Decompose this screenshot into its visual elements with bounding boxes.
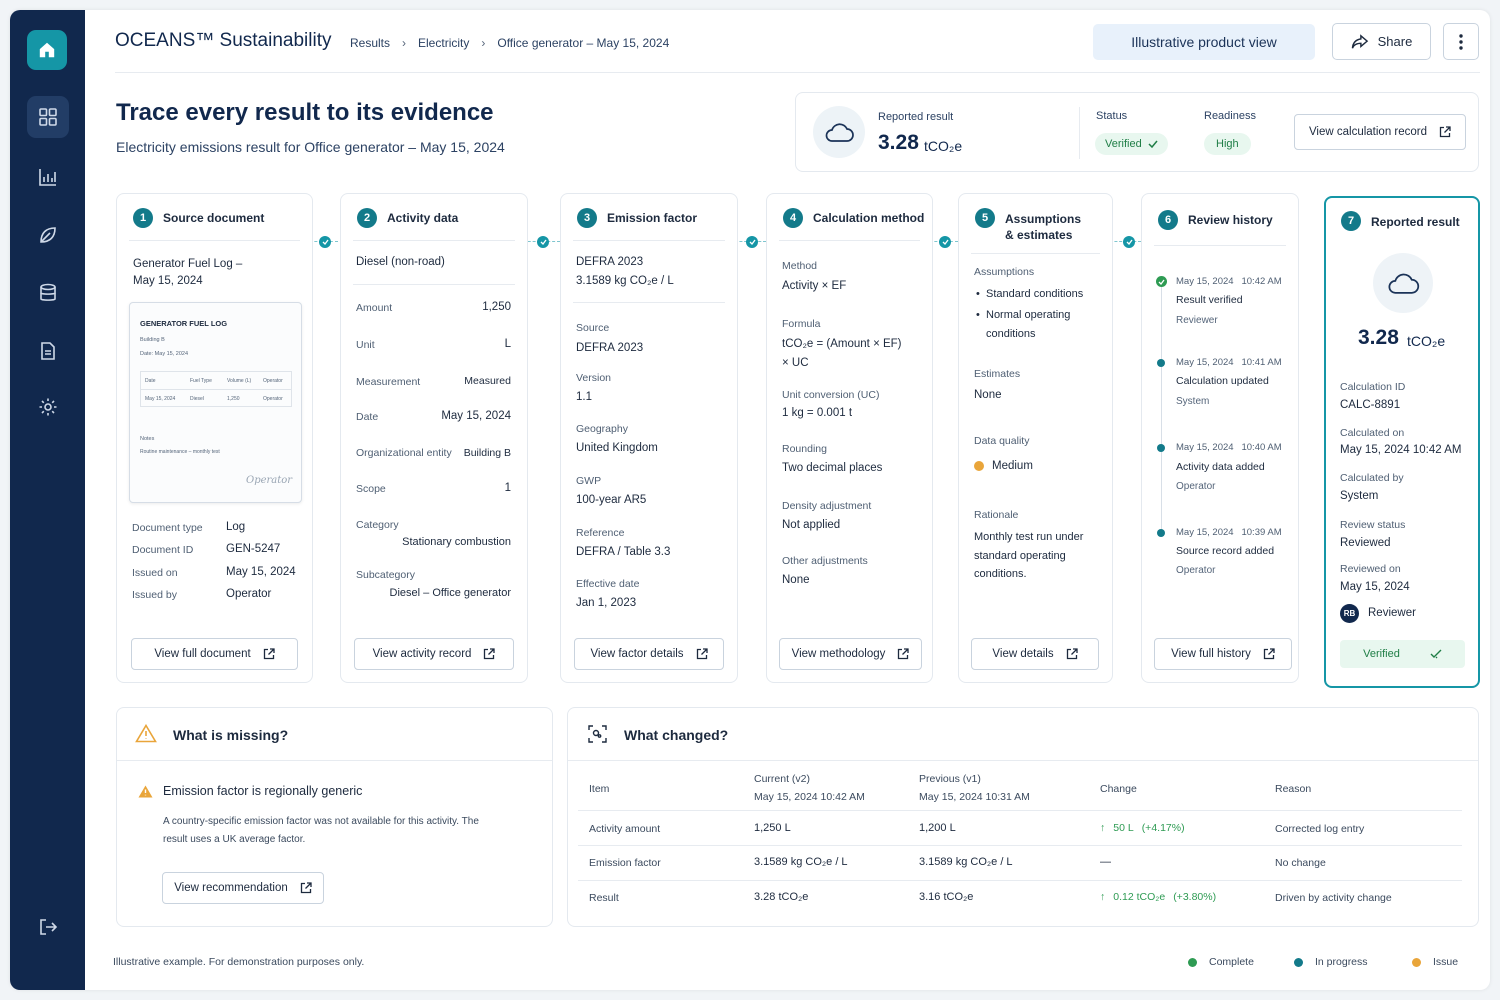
step-number: 6 xyxy=(1158,210,1178,230)
more-menu-button[interactable] xyxy=(1443,23,1479,60)
field-value: 1.1 xyxy=(576,391,592,403)
rationale-label: Rationale xyxy=(974,509,1019,521)
field-value: Activity × EF xyxy=(782,280,847,292)
reported-label: Reported result xyxy=(878,111,954,123)
assumptions-card xyxy=(958,193,1113,683)
panel-title: What changed? xyxy=(624,727,729,743)
step-number: 1 xyxy=(133,208,153,228)
card-divider xyxy=(971,253,1100,254)
field-label: Review status xyxy=(1340,519,1406,531)
nav-sustainability[interactable] xyxy=(27,214,69,256)
external-link-icon xyxy=(696,648,708,660)
external-link-icon xyxy=(1066,648,1078,660)
external-link-icon xyxy=(483,648,495,660)
preview-heading: GENERATOR FUEL LOG xyxy=(140,319,228,328)
change-item: Activity amount xyxy=(589,823,661,835)
field-label: Version xyxy=(576,372,612,384)
field-value: Measured xyxy=(464,375,511,387)
change-reason: No change xyxy=(1275,857,1326,869)
share-button[interactable] xyxy=(1332,23,1431,60)
factor-value: 3.1589 kg CO₂e / L xyxy=(576,275,674,287)
illustrative-badge: Illustrative product view xyxy=(1093,24,1315,60)
timeline-dot xyxy=(1157,529,1165,537)
breadcrumb-results[interactable]: Results xyxy=(350,36,391,50)
legend-in-progress xyxy=(1294,956,1368,968)
view-recommendation-button[interactable] xyxy=(162,872,324,904)
nav-logout[interactable] xyxy=(27,906,69,948)
button-label: View details xyxy=(992,648,1054,660)
field-label: Formula xyxy=(782,318,821,330)
col-header-previous-date: May 15, 2024 10:31 AM xyxy=(919,791,1030,803)
external-link-icon xyxy=(897,648,909,660)
status-text: Verified xyxy=(1105,138,1142,150)
change-reason: Driven by activity change xyxy=(1275,892,1392,904)
field-label: Measurement xyxy=(356,376,421,388)
missing-description: A country-specific emission factor was not available for this activity. The xyxy=(163,816,479,827)
missing-description: result uses a UK average factor. xyxy=(163,834,306,845)
field-value: tCO₂e = (Amount × EF) xyxy=(782,338,902,350)
field-label: GWP xyxy=(576,475,602,487)
sidebar xyxy=(10,10,85,990)
step-number: 5 xyxy=(975,208,995,228)
estimates-label: Estimates xyxy=(974,368,1021,380)
legend-issue xyxy=(1412,956,1458,968)
share-icon xyxy=(1351,34,1369,50)
preview-col: Operator xyxy=(263,378,283,384)
row-divider xyxy=(578,880,1462,881)
field-value: System xyxy=(1340,490,1379,502)
cloud-icon xyxy=(824,121,854,143)
legend-label: Issue xyxy=(1433,956,1459,968)
breadcrumb xyxy=(350,36,669,50)
timeline-dot xyxy=(1157,444,1165,452)
complete-dot xyxy=(1123,236,1135,248)
share-label: Share xyxy=(1377,34,1413,49)
nav-data[interactable] xyxy=(27,272,69,314)
bullet: • xyxy=(976,288,980,300)
review-history-card xyxy=(1141,193,1299,683)
home-icon xyxy=(38,41,56,59)
view-factor-details-button[interactable] xyxy=(574,638,724,670)
field-label: Unit xyxy=(356,339,375,351)
emission-factor-card xyxy=(560,193,738,683)
step-number: 2 xyxy=(357,208,377,228)
breadcrumb-separator: › xyxy=(402,36,407,50)
change-amount: 0.12 tCO₂e xyxy=(1113,891,1166,903)
external-link-icon xyxy=(263,648,275,660)
field-value: None xyxy=(782,574,810,586)
what-changed-panel xyxy=(567,707,1479,927)
field-value: DEFRA / Table 3.3 xyxy=(576,546,671,558)
card-title: Activity data xyxy=(387,211,459,225)
field-value: Reviewed xyxy=(1340,537,1391,549)
event-actor: Operator xyxy=(1176,565,1216,576)
change-value: — xyxy=(1100,856,1111,868)
view-full-history-button[interactable] xyxy=(1154,638,1292,670)
missing-item-title: Emission factor is regionally generic xyxy=(163,784,363,798)
document-name: Generator Fuel Log – May 15, 2024 xyxy=(133,258,243,287)
field-label: Method xyxy=(782,260,818,272)
col-header-current: Current (v2) xyxy=(754,773,811,785)
activity-data-card xyxy=(340,193,528,683)
complete-dot xyxy=(1188,958,1197,967)
change-reason: Corrected log entry xyxy=(1275,823,1365,835)
card-title: Source document xyxy=(163,211,265,225)
warning-icon xyxy=(135,724,157,743)
field-label: Source xyxy=(576,322,610,334)
legend-complete xyxy=(1188,956,1254,968)
card-divider xyxy=(573,240,725,241)
home-button[interactable] xyxy=(27,30,67,70)
preview-col: Volume (L) xyxy=(227,378,252,384)
field-label: Calculated on xyxy=(1340,427,1405,439)
field-value: × UC xyxy=(782,357,809,369)
leaf-icon xyxy=(38,225,58,245)
step-number: 7 xyxy=(1341,211,1361,231)
grid-icon xyxy=(38,107,58,127)
status-label: Status xyxy=(1096,110,1128,122)
panel-title: What is missing? xyxy=(173,727,289,743)
gear-icon xyxy=(38,397,58,417)
field-value: CALC-8891 xyxy=(1340,399,1401,411)
preview-cell: Operator xyxy=(263,396,283,402)
avatar: RB xyxy=(1340,604,1359,623)
quality-label: Data quality xyxy=(974,435,1030,447)
previous-value: 3.16 tCO₂e xyxy=(919,891,974,903)
field-value: 100-year AR5 xyxy=(576,494,647,506)
assumptions-label: Assumptions xyxy=(974,266,1035,278)
field-label: Other adjustments xyxy=(782,555,868,567)
event-title: Calculation updated xyxy=(1176,375,1269,387)
brand: OCEANS™ Sustainability xyxy=(115,30,332,51)
row-divider xyxy=(578,845,1462,846)
button-label: View factor details xyxy=(590,648,684,660)
reviewer-name: Reviewer xyxy=(1368,607,1416,619)
field-label: Document ID xyxy=(132,544,194,556)
field-value: United Kingdom xyxy=(576,442,658,454)
previous-value: 1,200 L xyxy=(919,822,956,834)
nav-reports[interactable] xyxy=(27,330,69,372)
field-label: Subcategory xyxy=(356,569,415,581)
timeline-dot xyxy=(1157,359,1165,367)
field-value: Diesel – Office generator xyxy=(389,587,511,599)
verified-label: Verified xyxy=(1363,648,1400,660)
change-value xyxy=(1100,822,1185,834)
field-label: Calculation ID xyxy=(1340,381,1406,393)
preview-line: Date: May 15, 2024 xyxy=(140,351,189,357)
change-amount: 50 L xyxy=(1113,822,1134,834)
event-time: May 15, 2024 10:40 AM xyxy=(1176,442,1282,453)
document-preview[interactable] xyxy=(129,302,302,503)
status-badge xyxy=(1095,133,1168,155)
preview-cell: 1,250 xyxy=(227,396,240,402)
view-full-document-button[interactable] xyxy=(131,638,298,670)
field-label: Unit conversion (UC) xyxy=(782,389,880,401)
button-label: View full history xyxy=(1171,648,1251,660)
event-actor: Operator xyxy=(1176,481,1216,492)
external-link-icon xyxy=(300,882,312,894)
source-document-card xyxy=(116,193,313,683)
field-label: Issued on xyxy=(132,567,178,579)
assumption-item: Standard conditions xyxy=(986,288,1084,300)
field-value: Operator xyxy=(226,588,272,600)
field-label: Geography xyxy=(576,423,628,435)
field-value: 1 kg = 0.001 t xyxy=(782,407,853,419)
verified-badge xyxy=(1340,640,1465,668)
step-number: 3 xyxy=(577,208,597,228)
field-label: Amount xyxy=(356,302,393,314)
field-value: DEFRA 2023 xyxy=(576,342,644,354)
reported-unit: tCO₂e xyxy=(924,138,963,154)
card-divider xyxy=(573,302,725,303)
field-label: Scope xyxy=(356,483,386,495)
step-number: 4 xyxy=(783,208,803,228)
field-value: 1 xyxy=(504,482,511,494)
preview-cell: May 15, 2024 xyxy=(145,396,176,402)
legend-label: In progress xyxy=(1315,956,1368,968)
field-value: GEN-5247 xyxy=(226,543,281,555)
document-icon xyxy=(38,341,58,361)
preview-cell: Diesel xyxy=(190,396,204,402)
field-value: Two decimal places xyxy=(782,462,883,474)
footer-note: Illustrative example. For demonstration purposes only. xyxy=(113,956,365,968)
activity-name: Diesel (non-road) xyxy=(356,256,445,268)
field-label: Effective date xyxy=(576,578,640,590)
timeline-line xyxy=(1161,282,1162,537)
warning-filled-icon xyxy=(138,785,153,798)
issue-dot xyxy=(1412,958,1421,967)
reported-result-card xyxy=(1324,196,1480,688)
summary-panel xyxy=(795,92,1479,172)
page-title: Trace every result to its evidence xyxy=(116,99,494,126)
view-details-button[interactable] xyxy=(971,638,1099,670)
change-item: Emission factor xyxy=(589,857,661,869)
button-label: View full document xyxy=(154,648,251,660)
card-title: Reported result xyxy=(1371,215,1460,229)
external-link-icon xyxy=(1263,648,1275,660)
field-value: Not applied xyxy=(782,519,841,531)
previous-value: 3.1589 kg CO₂e / L xyxy=(919,856,1013,868)
quality-value: Medium xyxy=(992,460,1033,472)
card-title: Assumptions xyxy=(1005,212,1082,226)
nav-analytics[interactable] xyxy=(27,156,69,198)
field-value: L xyxy=(504,338,511,350)
field-value: May 15, 2024 xyxy=(226,566,296,578)
change-item: Result xyxy=(589,892,619,904)
nav-settings[interactable] xyxy=(27,386,69,428)
card-divider xyxy=(779,240,920,241)
change-pct: (+3.80%) xyxy=(1173,891,1217,903)
nav-dashboard[interactable] xyxy=(27,96,69,138)
signature: Operator xyxy=(246,475,293,486)
col-header-item: Item xyxy=(589,783,610,795)
card-divider xyxy=(353,240,515,241)
field-label: Issued by xyxy=(132,589,177,601)
page-subtitle: Electricity emissions result for Office generator – May 15, 2024 xyxy=(116,139,505,155)
preview-line: Building B xyxy=(140,337,165,343)
rationale-line: standard operating xyxy=(974,550,1066,562)
preview-col: Fuel Type xyxy=(190,378,212,384)
readiness-badge: High xyxy=(1204,133,1251,155)
view-calculation-record-button[interactable] xyxy=(1294,114,1466,150)
field-value: Building B xyxy=(463,447,511,459)
preview-notes-label: Notes xyxy=(140,436,155,442)
breadcrumb-electricity[interactable]: Electricity xyxy=(418,36,470,50)
field-label: Document type xyxy=(132,522,203,534)
field-value: Log xyxy=(226,521,246,533)
more-vertical-icon xyxy=(1459,34,1463,50)
reported-value: 3.28 xyxy=(878,131,919,154)
assumption-item: Normal operating xyxy=(986,309,1071,321)
card-divider xyxy=(1154,245,1286,246)
quality-dot xyxy=(974,461,984,471)
change-pct: (+4.17%) xyxy=(1141,822,1185,834)
field-label: Calculated by xyxy=(1340,472,1404,484)
field-label: Reviewed on xyxy=(1340,563,1401,575)
event-title: Result verified xyxy=(1176,294,1243,306)
col-header-previous: Previous (v1) xyxy=(919,773,981,785)
result-value: 3.28 xyxy=(1358,326,1399,349)
event-title: Source record added xyxy=(1176,545,1275,557)
card-title-line2: & estimates xyxy=(1005,228,1073,242)
field-value: Jan 1, 2023 xyxy=(576,597,637,609)
card-title: Emission factor xyxy=(607,211,698,225)
field-label: Date xyxy=(356,411,379,423)
event-time: May 15, 2024 10:42 AM xyxy=(1176,276,1282,287)
current-value: 1,250 L xyxy=(754,822,791,834)
legend-label: Complete xyxy=(1209,956,1254,968)
field-label: Category xyxy=(356,519,399,531)
event-actor: Reviewer xyxy=(1176,315,1218,326)
cloud-icon xyxy=(1386,271,1420,295)
col-header-current-date: May 15, 2024 10:42 AM xyxy=(754,791,865,803)
up-arrow-icon: ↑ xyxy=(1100,822,1106,834)
cloud-badge xyxy=(1373,253,1433,313)
rationale-line: Monthly test run under xyxy=(974,531,1084,543)
database-icon xyxy=(38,283,58,303)
external-link-icon xyxy=(1439,126,1451,138)
in-progress-dot xyxy=(1294,958,1303,967)
field-label: Reference xyxy=(576,527,625,539)
row-divider xyxy=(578,810,1462,811)
panel-divider xyxy=(568,760,1478,761)
event-actor: System xyxy=(1176,396,1210,407)
col-header-reason: Reason xyxy=(1275,783,1312,795)
current-value: 3.1589 kg CO₂e / L xyxy=(754,856,848,868)
chart-icon xyxy=(38,167,58,187)
card-title: Calculation method xyxy=(813,211,925,225)
cloud-badge xyxy=(813,106,865,158)
field-label: Rounding xyxy=(782,443,827,455)
field-value: Stationary combustion xyxy=(402,536,511,548)
button-label: View activity record xyxy=(372,648,472,660)
field-value: May 15, 2024 xyxy=(441,410,511,422)
what-is-missing-panel xyxy=(116,707,553,927)
view-calculation-record-label: View calculation record xyxy=(1308,126,1428,138)
readiness-label: Readiness xyxy=(1204,110,1256,122)
summary-divider xyxy=(1079,107,1080,159)
double-check-icon xyxy=(1430,649,1442,659)
panel-divider xyxy=(117,760,552,761)
complete-dot xyxy=(939,236,951,248)
change-value xyxy=(1100,891,1216,903)
view-activity-record-button[interactable] xyxy=(354,638,514,670)
up-arrow-icon: ↑ xyxy=(1100,891,1106,903)
preview-table xyxy=(140,371,292,407)
factor-name: DEFRA 2023 xyxy=(576,256,644,268)
col-header-change: Change xyxy=(1100,783,1137,795)
estimates-value: None xyxy=(974,389,1002,401)
complete-dot xyxy=(537,236,549,248)
field-value: May 15, 2024 xyxy=(1340,581,1410,593)
breadcrumb-separator: › xyxy=(481,36,486,50)
check-icon xyxy=(1148,140,1158,148)
button-label: View recommendation xyxy=(174,882,288,894)
bullet: • xyxy=(976,309,980,321)
event-time: May 15, 2024 10:39 AM xyxy=(1176,527,1282,538)
event-title: Activity data added xyxy=(1176,461,1265,473)
field-label: Organizational entity xyxy=(356,447,452,459)
complete-dot xyxy=(746,236,758,248)
card-divider xyxy=(129,240,300,241)
field-label: Density adjustment xyxy=(782,500,872,512)
event-time: May 15, 2024 10:41 AM xyxy=(1176,357,1282,368)
card-title: Review history xyxy=(1188,213,1273,227)
calculation-method-card xyxy=(766,193,933,683)
rationale-line: conditions. xyxy=(974,568,1027,580)
current-value: 3.28 tCO₂e xyxy=(754,891,809,903)
header-divider xyxy=(115,72,1480,73)
preview-col: Date xyxy=(145,378,156,384)
complete-dot xyxy=(319,236,331,248)
view-methodology-button[interactable] xyxy=(779,638,922,670)
card-divider xyxy=(353,284,515,285)
field-value: May 15, 2024 10:42 AM xyxy=(1340,444,1462,456)
breadcrumb-current: Office generator – May 15, 2024 xyxy=(497,36,670,50)
assumption-item: conditions xyxy=(986,328,1036,340)
preview-notes: Routine maintenance – monthly test xyxy=(140,449,220,455)
button-label: View methodology xyxy=(791,648,886,660)
complete-check-icon xyxy=(1156,276,1167,287)
compare-icon xyxy=(588,725,607,743)
result-unit: tCO₂e xyxy=(1407,333,1446,349)
field-value: 1,250 xyxy=(482,301,511,313)
logout-icon xyxy=(38,917,58,937)
